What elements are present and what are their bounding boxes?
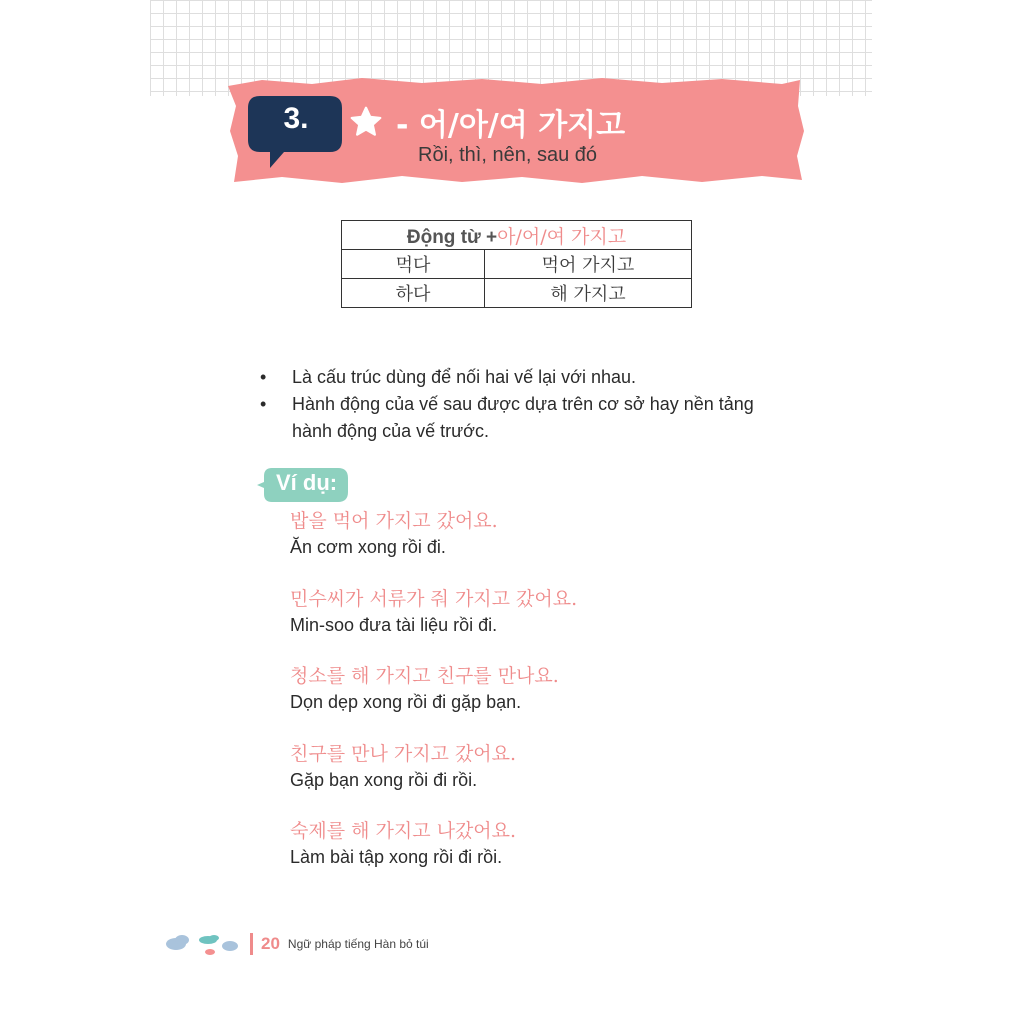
bullet-icon: • [260,394,267,414]
example-vietnamese: Dọn dẹp xong rồi đi gặp bạn. [290,692,522,712]
example-label-tag [256,466,350,504]
page-number: 20 [261,934,280,953]
list-item [256,364,796,391]
clouds-icon [164,928,244,960]
example-item [290,818,850,896]
example-item [290,663,850,741]
section-subtitle: Rồi, thì, nên, sau đó [418,144,598,166]
example-vietnamese: Làm bài tập xong rồi đi rồi. [290,847,503,867]
list-item-text: Hành động của vế sau được dựa trên cơ sở hay nền tảng hành động của vế trước. [292,394,754,441]
example-korean: 민수씨가 서류가 줘 가지고 갔어요. [290,587,578,610]
example-item [290,741,850,819]
example-korean: 청소를 해 가지고 친구를 만나요. [290,665,559,687]
explanation-list [256,364,796,445]
examples-list [290,508,850,896]
footer-divider [250,933,253,955]
section-number: 3. [283,102,309,135]
section-header-banner [222,76,806,186]
book-title: Ngữ pháp tiếng Hàn bỏ túi [287,937,429,951]
table-cell-form: 먹어 가지고 [485,250,692,279]
example-vietnamese: Min-soo đưa tài liệu rồi đi. [290,614,498,635]
example-item [290,508,850,586]
example-korean: 친구를 만나 가지고 갔어요. [290,742,517,765]
bullet-icon: • [260,367,267,387]
example-vietnamese: Gặp bạn xong rồi đi rồi. [290,769,478,790]
table-cell-form: 해 가지고 [485,279,692,308]
example-item [290,586,850,664]
example-korean: 밥을 먹어 가지고 갔어요. [290,510,498,532]
table-header-pattern: 아/어/여 가지고 [497,225,627,248]
conjugation-table [341,220,692,308]
table-header-cell [342,221,692,250]
example-korean: 숙제를 해 가지고 나갔어요. [290,820,517,842]
table-header-row [342,221,692,250]
list-item-text: Là cấu trúc dùng để nối hai vế lại với nhau. [292,367,637,387]
section-title [348,100,625,144]
table-header-prefix: Động từ + [406,226,498,248]
example-label: Ví dụ: [276,470,338,495]
table-cell-verb: 먹다 [342,250,485,279]
table-row [342,279,692,308]
section-title-text: - 어/아/여 가지고 [396,108,626,143]
table-row [342,250,692,279]
table-cell-verb: 하다 [342,279,485,308]
section-number-bubble [246,94,344,174]
star-icon [348,104,384,140]
list-item [256,391,796,445]
page-footer [164,928,429,960]
example-vietnamese: Ăn cơm xong rồi đi. [290,537,446,557]
